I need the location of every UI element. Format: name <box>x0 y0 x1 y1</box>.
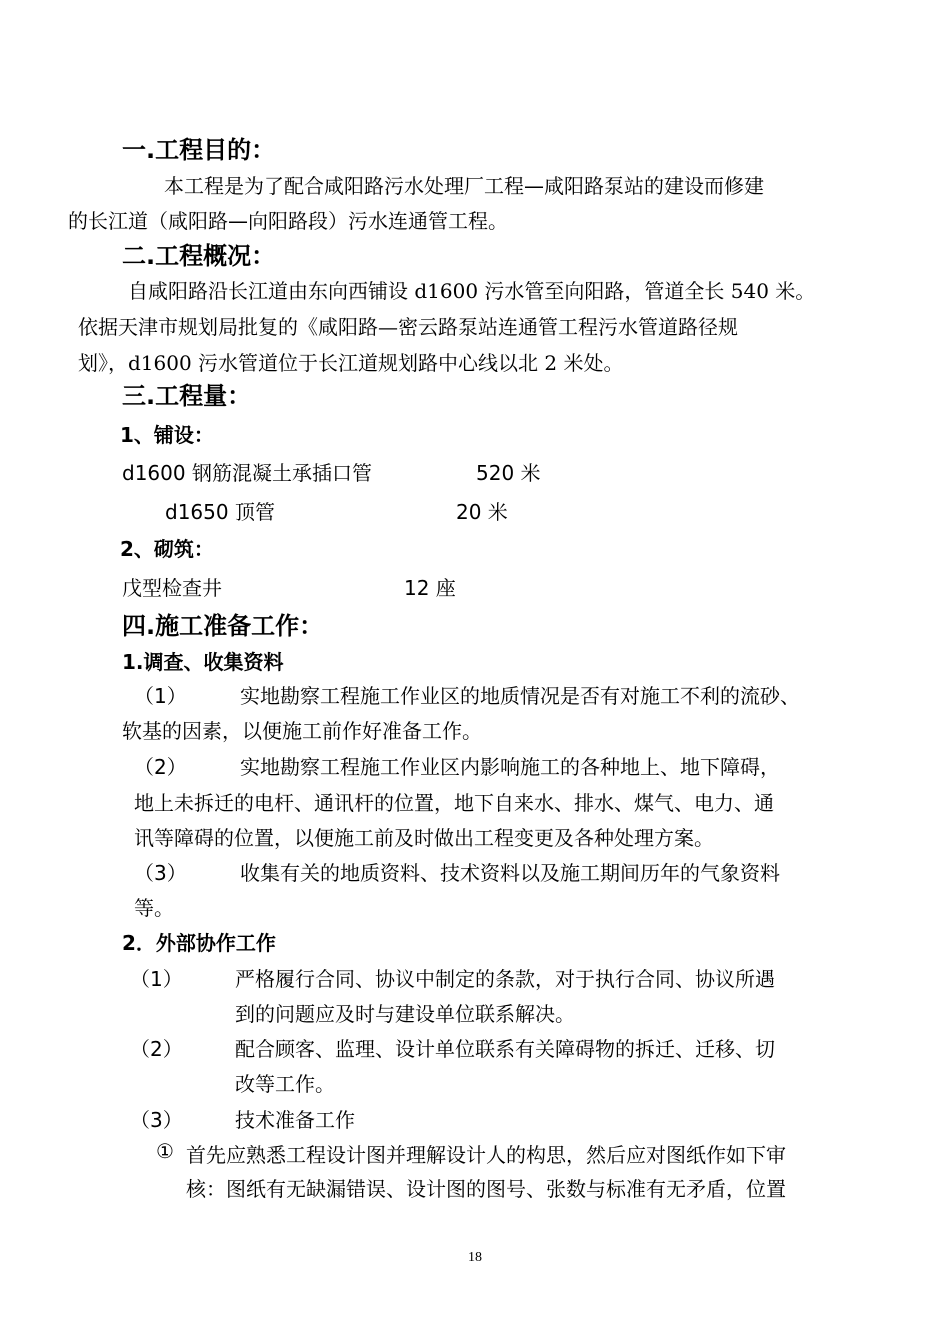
section-2-line-1: 自咸阳路沿长江道由东向西铺设 d1600 污水管至向阳路，管道全长 540 米。 <box>128 279 816 303</box>
page-number: 18 <box>468 1250 482 1265</box>
section-2-line-3: 划》，d1600 污水管道位于长江道规划路中心线以北 2 米处。 <box>78 351 624 375</box>
survey-item-2-line-3: 讯等障碍的位置，以便施工前及时做出工程变更及各种处理方案。 <box>134 826 714 850</box>
coop-item-3-line-1: 技术准备工作 <box>235 1108 355 1132</box>
coop-item-3-number: （3） <box>130 1108 183 1132</box>
coop-item-1-line-2: 到的问题应及时与建设单位联系解决。 <box>235 1002 575 1026</box>
tech-item-1-line-2: 核：图纸有无缺漏错误、设计图的图号、张数与标准有无矛盾，位置 <box>186 1177 786 1201</box>
tech-item-1-marker: ① <box>156 1139 174 1163</box>
section-4-heading: 四.施工准备工作： <box>122 612 324 640</box>
tech-item-1-line-1: 首先应熟悉工程设计图并理解设计人的构思，然后应对图纸作如下审 <box>186 1143 786 1167</box>
coop-item-1-line-1: 严格履行合同、协议中制定的条款，对于执行合同、协议所遇 <box>235 967 775 991</box>
coop-item-2-number: （2） <box>130 1037 183 1061</box>
survey-item-3-line-2: 等。 <box>134 896 174 920</box>
coop-item-2-line-1: 配合顾客、监理、设计单位联系有关障碍物的拆迁、迁移、切 <box>235 1037 775 1061</box>
survey-item-2-line-2: 地上未拆迁的电杆、通讯杆的位置，地下自来水、排水、煤气、电力、通 <box>134 791 774 815</box>
survey-item-3-number: （3） <box>134 861 187 885</box>
section-2-line-2: 依据天津市规划局批复的《咸阳路—密云路泵站连通管工程污水管道路径规 <box>78 315 738 339</box>
quantity-item-3-qty: 12 座 <box>404 576 456 600</box>
section-3-sub-1: 1、铺设： <box>120 423 214 447</box>
survey-item-1-line-2: 软基的因素，以便施工前作好准备工作。 <box>122 719 482 743</box>
survey-item-1-line-1: 实地勘察工程施工作业区的地质情况是否有对施工不利的流砂、 <box>240 684 800 708</box>
survey-item-3-line-1: 收集有关的地质资料、技术资料以及施工期间历年的气象资料 <box>240 861 780 885</box>
section-1-line-2: 的长江道（咸阳路—向阳路段）污水连通管工程。 <box>68 209 508 233</box>
section-1-heading: 一.工程目的： <box>122 136 276 164</box>
quantity-item-2-name: d1650 顶管 <box>165 500 275 524</box>
coop-item-2-line-2: 改等工作。 <box>235 1072 335 1096</box>
section-4-sub-1: 1.调查、收集资料 <box>122 650 284 674</box>
section-1-line-1: 本工程是为了配合咸阳路污水处理厂工程—咸阳路泵站的建设而修建 <box>164 174 764 198</box>
survey-item-1-number: （1） <box>134 684 187 708</box>
survey-item-2-line-1: 实地勘察工程施工作业区内影响施工的各种地上、地下障碍， <box>240 755 780 779</box>
survey-item-2-number: （2） <box>134 755 187 779</box>
quantity-item-2-qty: 20 米 <box>456 500 508 524</box>
quantity-item-1-qty: 520 米 <box>476 461 541 485</box>
quantity-item-3-name: 戊型检查井 <box>122 576 222 600</box>
section-2-heading: 二.工程概况： <box>122 242 276 270</box>
quantity-item-1-name: d1600 钢筋混凝土承插口管 <box>122 461 372 485</box>
section-4-sub-2: 2．外部协作工作 <box>122 931 276 955</box>
coop-item-1-number: （1） <box>130 967 183 991</box>
section-3-sub-2: 2、砌筑： <box>120 537 214 561</box>
section-3-heading: 三.工程量： <box>122 382 252 410</box>
